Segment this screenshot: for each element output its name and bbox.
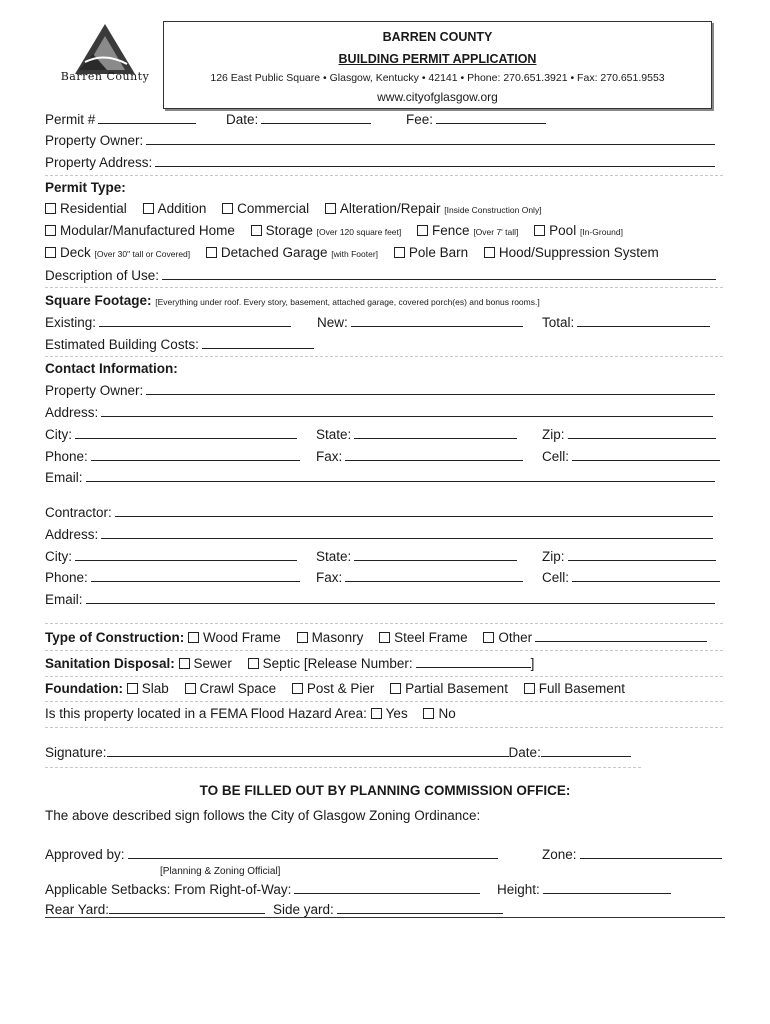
- existing-field[interactable]: [99, 314, 291, 327]
- fema-question: Is this property located in a FEMA Flood Hazard Area:: [45, 706, 367, 721]
- bottom-rule: [45, 917, 725, 918]
- wood-frame-checkbox[interactable]: [188, 632, 199, 643]
- masonry-option[interactable]: Masonry: [297, 630, 364, 645]
- owner-fax-field[interactable]: [345, 448, 523, 461]
- owner-state-field[interactable]: [354, 426, 517, 439]
- steel-frame-checkbox[interactable]: [379, 632, 390, 643]
- owner-phone-field[interactable]: [91, 448, 300, 461]
- commercial-checkbox[interactable]: [222, 203, 233, 214]
- owner-email-label: Email:: [45, 470, 83, 485]
- owner-zip-label: Zip:: [542, 427, 565, 442]
- zone-field[interactable]: [580, 846, 722, 859]
- contact-owner-field[interactable]: [146, 382, 715, 395]
- website: www.cityofglasgow.org: [377, 90, 498, 104]
- modular-option[interactable]: Modular/Manufactured Home: [45, 223, 235, 238]
- contractor-zip-label: Zip:: [542, 549, 565, 564]
- contractor-phone-label: Phone:: [45, 570, 88, 585]
- post-pier-checkbox[interactable]: [292, 683, 303, 694]
- modular-checkbox[interactable]: [45, 225, 56, 236]
- contractor-address-label: Address:: [45, 527, 99, 542]
- contact-owner-label: Property Owner:: [45, 383, 144, 398]
- hood-checkbox[interactable]: [484, 247, 495, 258]
- addition-option[interactable]: Addition: [143, 201, 207, 216]
- rear-yard-field[interactable]: [109, 901, 265, 914]
- contractor-email-label: Email:: [45, 592, 83, 607]
- fence-checkbox[interactable]: [417, 225, 428, 236]
- sewer-checkbox[interactable]: [179, 658, 190, 669]
- signature-label: Signature:: [45, 745, 107, 760]
- approved-by-field[interactable]: [128, 846, 498, 859]
- signature-date-field[interactable]: [541, 744, 631, 757]
- sanitation-heading: Sanitation Disposal:: [45, 656, 175, 671]
- date-field[interactable]: [261, 111, 371, 124]
- septic-checkbox[interactable]: [248, 658, 259, 669]
- partial-basement-checkbox[interactable]: [390, 683, 401, 694]
- setbacks-field[interactable]: [294, 881, 480, 894]
- zone-label: Zone:: [542, 847, 577, 862]
- permit-type-heading: Permit Type:: [45, 180, 126, 195]
- masonry-checkbox[interactable]: [297, 632, 308, 643]
- hood-option[interactable]: Hood/Suppression System: [484, 245, 659, 260]
- contact-line: 126 East Public Square • Glasgow, Kentucky • 42141 • Phone: 270.651.3921 • Fax: 270.651.9553: [210, 72, 665, 84]
- height-field[interactable]: [543, 881, 671, 894]
- contractor-cell-label: Cell:: [542, 570, 570, 585]
- other-checkbox[interactable]: [483, 632, 494, 643]
- form-title: BUILDING PERMIT APPLICATION: [338, 52, 537, 66]
- rear-yard-label: Rear Yard:: [45, 902, 110, 917]
- owner-city-label: City:: [45, 427, 72, 442]
- full-basement-option[interactable]: Full Basement: [524, 681, 625, 696]
- addition-checkbox[interactable]: [143, 203, 154, 214]
- owner-fax-label: Fax:: [316, 449, 343, 464]
- contractor-zip-field[interactable]: [568, 548, 716, 561]
- partial-basement-option[interactable]: Partial Basement: [390, 681, 508, 696]
- divider: [45, 701, 723, 702]
- official-caption: [Planning & Zoning Official]: [160, 866, 281, 877]
- other-field[interactable]: [535, 629, 707, 642]
- estimated-costs-label: Estimated Building Costs:: [45, 337, 199, 352]
- side-yard-label: Side yard:: [273, 902, 334, 917]
- fee-label: Fee:: [406, 112, 434, 127]
- post-pier-option[interactable]: Post & Pier: [292, 681, 375, 696]
- fence-option[interactable]: Fence [Over 7' tall]: [417, 223, 518, 238]
- crawl-space-checkbox[interactable]: [185, 683, 196, 694]
- contractor-city-field[interactable]: [75, 548, 297, 561]
- contractor-field[interactable]: [115, 504, 713, 517]
- contact-heading: Contact Information:: [45, 361, 178, 376]
- garage-checkbox[interactable]: [206, 247, 217, 258]
- contractor-fax-label: Fax:: [316, 570, 343, 585]
- total-label: Total:: [542, 315, 575, 330]
- fema-no-checkbox[interactable]: [423, 708, 434, 719]
- signature-date-label: Date:: [508, 745, 541, 760]
- construction-heading: Type of Construction:: [45, 630, 185, 645]
- storage-checkbox[interactable]: [251, 225, 262, 236]
- residential-option[interactable]: Residential: [45, 201, 127, 216]
- divider: [45, 676, 723, 677]
- owner-zip-field[interactable]: [568, 426, 716, 439]
- permit-field[interactable]: [98, 111, 196, 124]
- release-number-field[interactable]: [416, 655, 531, 668]
- owner-cell-field[interactable]: [572, 448, 720, 461]
- office-heading: TO BE FILLED OUT BY PLANNING COMMISSION OFFICE:: [199, 783, 571, 798]
- divider: [45, 767, 641, 768]
- address-label: Property Address:: [45, 155, 153, 170]
- steel-frame-option[interactable]: Steel Frame: [379, 630, 468, 645]
- owner-state-label: State:: [316, 427, 352, 442]
- fema-yes-checkbox[interactable]: [371, 708, 382, 719]
- square-footage-note: [Everything under roof. Every story, basement, attached garage, covered porch(es) and bonus rooms.]: [155, 297, 540, 307]
- office-statement: The above described sign follows the City of Glasgow Zoning Ordinance:: [45, 808, 481, 823]
- owner-email-field[interactable]: [86, 469, 715, 482]
- permit-label: Permit #: [45, 112, 96, 127]
- pool-option[interactable]: Pool [In-Ground]: [534, 223, 623, 238]
- other-option[interactable]: Other: [483, 630, 532, 645]
- deck-checkbox[interactable]: [45, 247, 56, 258]
- height-label: Height:: [497, 882, 540, 897]
- slab-option[interactable]: Slab: [127, 681, 169, 696]
- new-field[interactable]: [351, 314, 523, 327]
- fema-yes-option[interactable]: Yes: [371, 706, 408, 721]
- sewer-option[interactable]: Sewer: [179, 656, 232, 671]
- square-footage-heading: Square Footage:: [45, 293, 152, 308]
- residential-checkbox[interactable]: [45, 203, 56, 214]
- estimated-costs-field[interactable]: [202, 336, 314, 349]
- approved-by-label: Approved by:: [45, 847, 125, 862]
- contractor-city-label: City:: [45, 549, 72, 564]
- owner-city-field[interactable]: [75, 426, 297, 439]
- date-label: Date:: [226, 112, 259, 127]
- garage-option[interactable]: Detached Garage [with Footer]: [206, 245, 378, 260]
- crawl-space-option[interactable]: Crawl Space: [185, 681, 277, 696]
- county-title: BARREN COUNTY: [382, 30, 493, 44]
- alteration-option[interactable]: Alteration/Repair [Inside Construction Only]: [325, 201, 542, 216]
- contractor-cell-field[interactable]: [572, 569, 720, 582]
- address-field[interactable]: [155, 154, 715, 167]
- commercial-option[interactable]: Commercial: [222, 201, 309, 216]
- contractor-address-field[interactable]: [101, 526, 713, 539]
- owner-field[interactable]: [146, 132, 715, 145]
- pole-barn-checkbox[interactable]: [394, 247, 405, 258]
- side-yard-field[interactable]: [337, 901, 503, 914]
- contractor-state-field[interactable]: [354, 548, 517, 561]
- logo-text: Barren County: [60, 70, 150, 83]
- wood-frame-option[interactable]: Wood Frame: [188, 630, 281, 645]
- owner-cell-label: Cell:: [542, 449, 570, 464]
- divider: [45, 650, 723, 651]
- contractor-email-field[interactable]: [86, 591, 715, 604]
- setbacks-label: Applicable Setbacks: From Right-of-Way:: [45, 882, 292, 897]
- pole-barn-option[interactable]: Pole Barn: [394, 245, 468, 260]
- total-field[interactable]: [577, 314, 710, 327]
- description-field[interactable]: [162, 267, 716, 280]
- fee-field[interactable]: [436, 111, 546, 124]
- owner-address-label: Address:: [45, 405, 99, 420]
- new-label: New:: [317, 315, 348, 330]
- owner-phone-label: Phone:: [45, 449, 88, 464]
- divider: [45, 727, 723, 728]
- storage-option[interactable]: Storage [Over 120 square feet]: [251, 223, 402, 238]
- deck-option[interactable]: Deck [Over 30" tall or Covered]: [45, 245, 190, 260]
- description-label: Description of Use:: [45, 268, 160, 283]
- full-basement-checkbox[interactable]: [524, 683, 535, 694]
- divider: [45, 356, 723, 357]
- septic-option[interactable]: Septic [Release Number:: [248, 656, 413, 671]
- alteration-checkbox[interactable]: [325, 203, 336, 214]
- contractor-phone-field[interactable]: [91, 569, 300, 582]
- contractor-state-label: State:: [316, 549, 352, 564]
- divider: [45, 175, 723, 176]
- slab-checkbox[interactable]: [127, 683, 138, 694]
- contractor-label: Contractor:: [45, 505, 112, 520]
- owner-address-field[interactable]: [101, 404, 713, 417]
- pool-checkbox[interactable]: [534, 225, 545, 236]
- septic-bracket: ]: [530, 656, 535, 671]
- fema-no-option[interactable]: No: [423, 706, 455, 721]
- divider: [45, 623, 723, 624]
- signature-field[interactable]: [107, 744, 509, 757]
- existing-label: Existing:: [45, 315, 97, 330]
- owner-label: Property Owner:: [45, 133, 144, 148]
- foundation-heading: Foundation:: [45, 681, 123, 696]
- contractor-fax-field[interactable]: [345, 569, 523, 582]
- header-box: [163, 21, 712, 109]
- divider: [45, 287, 723, 288]
